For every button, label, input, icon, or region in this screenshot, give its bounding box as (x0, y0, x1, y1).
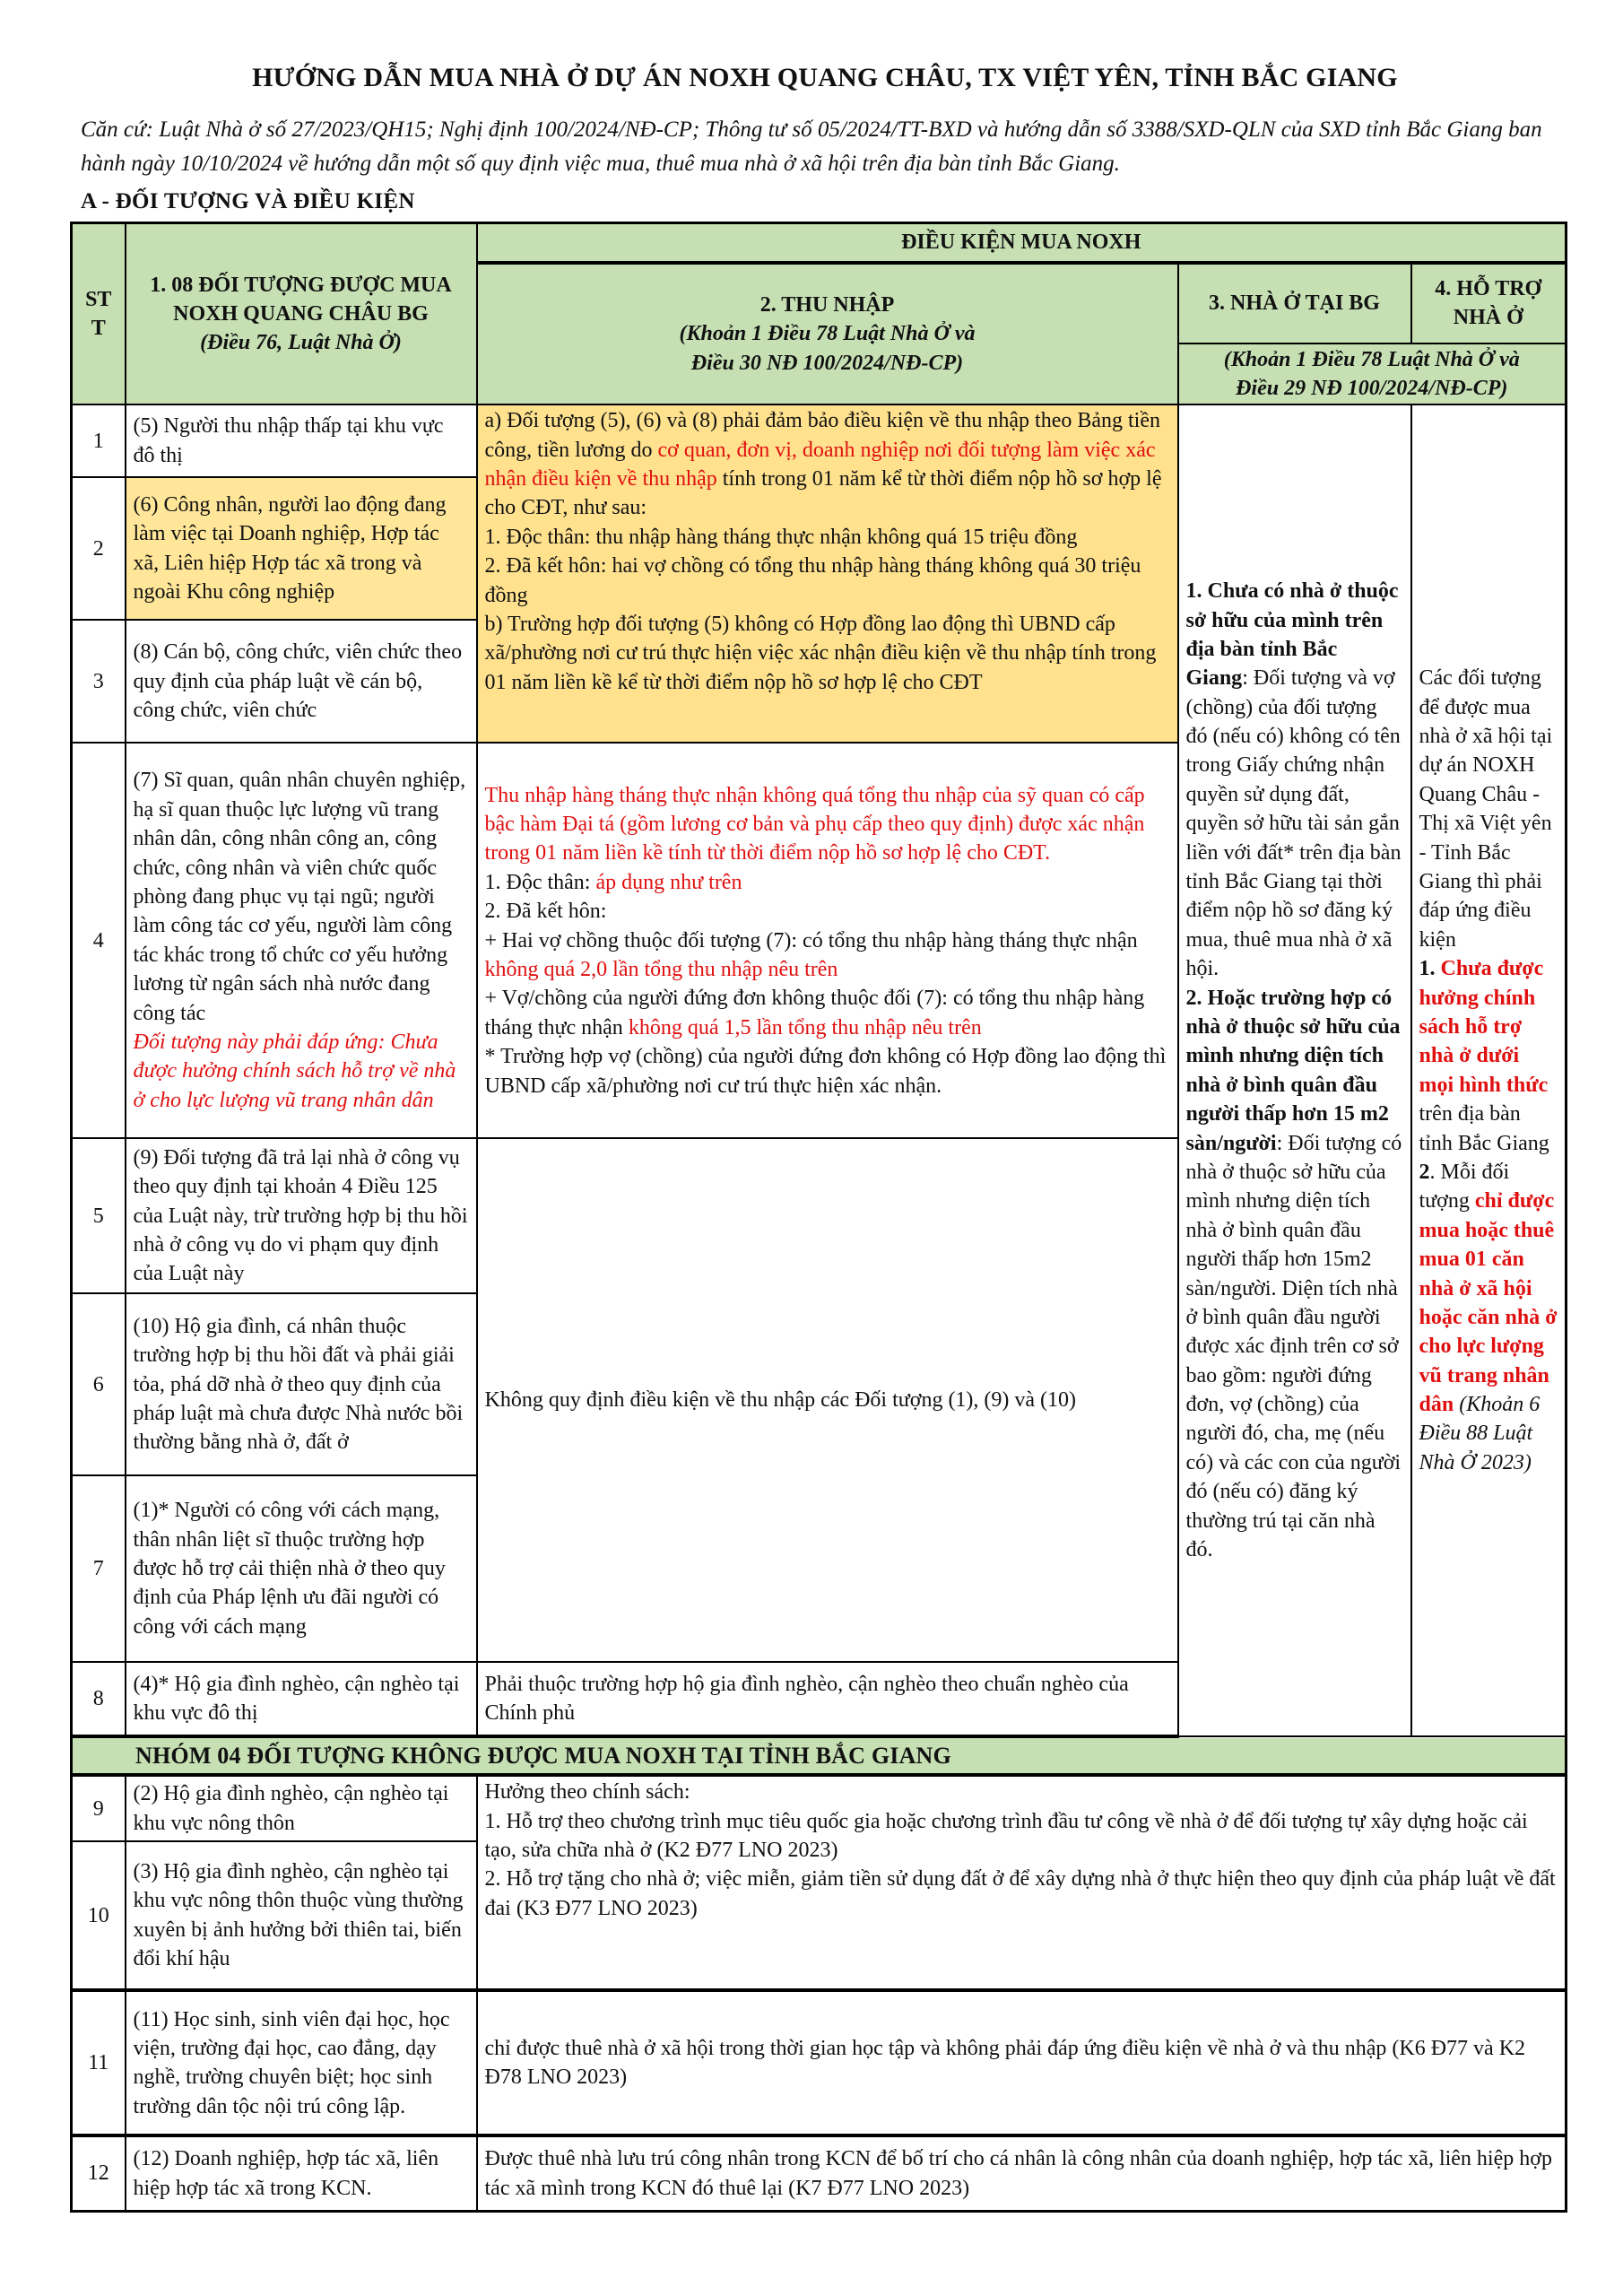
object-cell-highlighted: (6) Công nhân, người lao động đang làm việc tại Doanh nghiệp, Hợp tác xã, Liên hiệp Hợp tác xã trong và ngoài Khu công nghiệp (126, 477, 477, 620)
policy-cell-11: chỉ được thuê nhà ở xã hội trong thời gian học tập và không phải đáp ứng điều kiện về nhà ở và thu nhập (K6 Đ77 và K2 Đ78 LNO 2023) (477, 1990, 1567, 2135)
stt-cell: 4 (72, 743, 126, 1138)
object-cell: (9) Đối tượng đã trả lại nhà ở công vụ theo quy định tại khoản 4 Điều 125 của Luật này, trừ trường hợp bị thu hồi nhà ở công vụ do vi phạm quy định của Luật này (126, 1138, 477, 1293)
income-7-note: * Trường hợp vợ (chồng) của người đứng đơn không có Hợp đồng lao động thì UBND cấp xã/phường nơi cư trú thực hiện xác nhận. (484, 1045, 1167, 1098)
header-housing-support-cite (1178, 344, 1567, 405)
income-cell-5-6-8 (477, 404, 1178, 743)
table-row-12 (72, 2135, 1567, 2211)
red-emphasis: cơ quan, đơn vị, doanh nghiệp nơi đối tượng làm việc xác nhận điều kiện về thu nhập (484, 438, 1156, 491)
policy-cell-9-10 (477, 1775, 1567, 1990)
stt-cell: 12 (72, 2135, 126, 2211)
red-emphasis: chỉ được mua hoặc thuê mua 01 căn nhà ở xã hội hoặc căn nhà ở cho lực lượng vũ trang nhân dân (1419, 1189, 1558, 1417)
group-heading: NHÓM 04 ĐỐI TƯỢNG KHÔNG ĐƯỢC MUA NOXH TẠI TỈNH BẮC GIANG (72, 1736, 1567, 1775)
object-cell: (2) Hộ gia đình nghèo, cận nghèo tại khu vực nông thôn (126, 1775, 477, 1841)
income-568-point-a: a) Đối tượng (5), (6) và (8) phải đảm bảo điều kiện về thu nhập theo Bảng tiền công, tiền lương do cơ quan, đơn vị, doanh nghiệp nơi đối tượng làm việc xác nhận điều kiện về thu nhập tính trong 01 năm kể từ thời điểm nộp hồ sơ hợp lệ cho CĐT, như sau: (484, 409, 1162, 520)
object-7-note: Đối tượng này phải đáp ứng: Chưa được hưởng chính sách hỗ trợ về nhà ở cho lực lượng vũ trang nhân dân (133, 1030, 456, 1112)
header-conditions: ĐIỀU KIỆN MUA NOXH (477, 223, 1567, 263)
income-cell-4: Phải thuộc trường hợp hộ gia đình nghèo, cận nghèo theo chuẩn nghèo của Chính phủ (477, 1662, 1178, 1736)
income-7-sub1: + Hai vợ chồng thuộc đối tượng (7): có tổng thu nhập hàng tháng thực nhận không quá 2,0 lần tổng thu nhập nêu trên (484, 928, 1138, 981)
object-cell: (5) Người thu nhập thấp tại khu vực đô thị (126, 404, 477, 477)
table-header (72, 223, 1567, 405)
object-7-text: (7) Sĩ quan, quân nhân chuyên nghiệp, hạ sĩ quan thuộc lực lượng vũ trang nhân dân, công nhân công an, công chức, công nhân và viên chức quốc phòng đang phục vụ tại ngũ; người làm công tác cơ yếu, người làm công tác khác trong tổ chức cơ yếu hưởng lương từ ngân sách nhà nước đang công tác (133, 769, 466, 1025)
section-a-heading: A - ĐỐI TƯỢNG VÀ ĐIỀU KIỆN (81, 189, 415, 213)
housing-condition-1: 1. Chưa có nhà ở thuộc sở hữu của mình trên địa bàn tỉnh Bắc Giang: Đối tượng và vợ (chồng) của đối tượng đó (nếu có) không có tên trong Giấy chứng nhận quyền sử dụng đất, quyền sở hữu tài sản gắn liền với đất* trên địa bàn tỉnh Bắc Giang tại thời điểm nộp hồ sơ đăng ký mua, thuê mua nhà ở xã hội. (1185, 579, 1402, 981)
stt-cell: 6 (72, 1293, 126, 1475)
stt-cell: 3 (72, 620, 126, 743)
support-condition-2: 2. Mỗi đối tượng chỉ được mua hoặc thuê mua 01 căn nhà ở xã hội hoặc căn nhà ở cho lực lượng vũ trang nhân dân (Khoản 6 Điều 88 Luật Nhà Ở 2023) (1419, 1160, 1558, 1474)
header-objects-cite: (Điều 76, Luật Nhà Ở) (200, 331, 402, 355)
red-emphasis: áp dụng như trên (595, 870, 742, 894)
header-income-cite-line1: (Khoản 1 Điều 78 Luật Nhà Ở và (679, 322, 976, 346)
policy-cell-12: Được thuê nhà lưu trú công nhân trong KCN để bố trí cho cá nhân là công nhân của doanh nghiệp, hợp tác xã, liên hiệp hợp tác xã mình trong KCN đó thuê lại (K7 Đ77 LNO 2023) (477, 2135, 1567, 2211)
object-cell (126, 743, 477, 1138)
income-568-item1: 1. Độc thân: thu nhập hàng tháng thực nhận không quá 15 triệu đồng (484, 525, 1078, 549)
header-housing: 3. NHÀ Ở TẠI BG (1178, 263, 1411, 344)
object-cell: (11) Học sinh, sinh viên đại học, học viện, trường đại học, cao đẳng, dạy nghề, trường chuyên biệt; học sinh trường dân tộc nội trú công lập. (126, 1990, 477, 2135)
table-row-1 (72, 404, 1567, 477)
stt-cell: 5 (72, 1138, 126, 1293)
object-cell: (4)* Hộ gia đình nghèo, cận nghèo tại khu vực đô thị (126, 1662, 477, 1736)
table-body (72, 404, 1567, 2211)
income-7-lead: Thu nhập hàng tháng thực nhận không quá tổng thu nhập của sỹ quan có cấp bậc hàm Đại tá (gồm lương cơ bản và phụ cấp theo quy định) được xác nhận trong 01 năm liền kề tính từ thời điểm nộp hồ sơ hợp lệ cho CĐT. (484, 783, 1145, 865)
header-objects (126, 223, 477, 405)
object-cell: (3) Hộ gia đình nghèo, cận nghèo tại khu vực nông thôn thuộc vùng thường xuyên bị ảnh hưởng bởi thiên tai, biến đổi khí hậu (126, 1841, 477, 1990)
income-7-sub2: + Vợ/chồng của người đứng đơn không thuộc đối (7): có tổng thu nhập hàng tháng thực nhận không quá 1,5 lần tổng thu nhập nêu trên (484, 987, 1145, 1039)
stt-cell: 8 (72, 1662, 126, 1736)
income-568-point-b: b) Trường hợp đối tượng (5) không có Hợp đồng lao động thì UBND cấp xã/phường nơi cư trú thực hiện việc xác nhận điều kiện về thu nhập tính trong 01 năm liền kề kể từ thời điểm nộp hồ sơ hợp lệ cho CĐT (484, 613, 1157, 694)
header-stt: STT (72, 223, 126, 405)
header-support: 4. HỖ TRỢ NHÀ Ở (1411, 263, 1567, 344)
red-emphasis: không quá 1,5 lần tổng thu nhập nêu trên (628, 1015, 982, 1039)
income-568-item2: 2. Đã kết hôn: hai vợ chồng có tổng thu nhập hàng tháng không quá 30 triệu đồng (484, 554, 1141, 607)
object-cell: (1)* Người có công với cách mạng, thân nhân liệt sĩ thuộc trường hợp được hỗ trợ cải thiện nhà ở theo quy định của Pháp lệnh ưu đãi người có công với cách mạng (126, 1475, 477, 1662)
income-cell-7 (477, 743, 1178, 1138)
legal-basis-note: Căn cứ: Luật Nhà ở số 27/2023/QH15; Nghị định 100/2024/NĐ-CP; Thông tư số 05/2024/TT-BXD và hướng dẫn số 3388/SXD-QLN của SXD tỉnh Bắc Giang ban hành ngày 10/10/2024 về hướng dẫn một số quy định việc mua, thuê mua nhà ở xã hội trên địa bàn tỉnh Bắc Giang. (81, 117, 1542, 176)
table-row-11 (72, 1990, 1567, 2135)
stt-cell: 2 (72, 477, 126, 620)
header-income-title: 2. THU NHẬP (759, 292, 895, 317)
stt-cell: 11 (72, 1990, 126, 2135)
citation: (Khoản 6 Điều 88 Luật Nhà Ở 2023) (1419, 1393, 1541, 1474)
income-7-item2: 2. Đã kết hôn: (484, 900, 607, 924)
header-income (477, 263, 1178, 405)
hs-cite-line1: (Khoản 1 Điều 78 Luật Nhà Ở và (1223, 347, 1520, 371)
group-heading-row (72, 1736, 1567, 1775)
red-emphasis: Chưa được hưởng chính sách hỗ trợ nhà ở dưới mọi hình thức (1419, 957, 1549, 1097)
table-row-9 (72, 1775, 1567, 1841)
stt-cell: 10 (72, 1841, 126, 1990)
document-title: HƯỚNG DẪN MUA NHÀ Ở DỰ ÁN NOXH QUANG CHÂU, TX VIỆT YÊN, TỈNH BẮC GIANG (252, 63, 1398, 92)
support-condition-cell (1411, 404, 1567, 1736)
stt-cell: 9 (72, 1775, 126, 1841)
policy-910-item2: 2. Hỗ trợ tặng cho nhà ở; việc miễn, giảm tiền sử dụng đất ở để xây dựng nhà ở thực hiện theo quy định của pháp luật về đất đai (K3 Đ77 LNO 2023) (484, 1867, 1556, 1920)
bold-lead: 2. Hoặc trường hợp có nhà ở thuộc sở hữu của mình nhưng diện tích nhà ở bình quân đầu người thấp hơn 15 m2 sàn/người (1185, 986, 1401, 1155)
stt-cell: 1 (72, 404, 126, 477)
bold-lead: 1. Chưa có nhà ở thuộc sở hữu của mình trên địa bàn tỉnh Bắc Giang (1185, 579, 1399, 691)
stt-cell: 7 (72, 1475, 126, 1662)
red-emphasis: không quá 2,0 lần tổng thu nhập nêu trên (484, 957, 838, 981)
object-cell: (10) Hộ gia đình, cá nhân thuộc trường hợp bị thu hồi đất và phải giải tỏa, phá dỡ nhà ở theo quy định của pháp luật mà chưa được Nhà nước bồi thường bằng nhà ở, đất ở (126, 1293, 477, 1475)
hs-cite-line2: Điều 29 NĐ 100/2024/NĐ-CP) (1236, 376, 1508, 400)
object-cell: (8) Cán bộ, công chức, viên chức theo quy định của pháp luật về cán bộ, công chức, viên chức (126, 620, 477, 743)
income-7-item1: 1. Độc thân: áp dụng như trên (484, 870, 742, 894)
support-condition-1: 1. Chưa được hưởng chính sách hỗ trợ nhà ở dưới mọi hình thức trên địa bàn tỉnh Bắc Giang (1419, 957, 1549, 1155)
policy-910-lead: Hưởng theo chính sách: (484, 1780, 690, 1805)
header-income-cite-line2: Điều 30 NĐ 100/2024/NĐ-CP) (690, 351, 964, 375)
policy-910-item1: 1. Hỗ trợ theo chương trình mục tiêu quốc gia hoặc chương trình đầu tư công về nhà ở để đối tượng tự xây dựng hoặc cải tạo, sửa chữa nhà ở (K2 Đ77 LNO 2023) (484, 1809, 1528, 1863)
housing-condition-cell (1178, 404, 1411, 1736)
object-cell: (12) Doanh nghiệp, hợp tác xã, liên hiệp hợp tác xã trong KCN. (126, 2135, 477, 2211)
housing-condition-2: 2. Hoặc trường hợp có nhà ở thuộc sở hữu của mình nhưng diện tích nhà ở bình quân đầu người thấp hơn 15 m2 sàn/người: Đối tượng có nhà ở thuộc sở hữu của mình nhưng diện tích nhà ở bình quân đầu người thấp hơn 15m2 sàn/người. Diện tích nhà ở bình quân đầu người được xác định trên cơ sở bao gồm: người đứng đơn, vợ (chồng) của người đó, cha, mẹ (nếu có) và các con của người đó (nếu có) đăng ký thường trú tại căn nhà đó. (1185, 986, 1402, 1562)
income-cell-1-9-10: Không quy định điều kiện về thu nhập các Đối tượng (1), (9) và (10) (477, 1138, 1178, 1662)
support-lead: Các đối tượng để được mua nhà ở xã hội tại dự án NOXH Quang Châu - Thị xã Việt yên - Tỉnh Bắc Giang thì phải đáp ứng điều kiện (1419, 666, 1553, 952)
eligibility-table (70, 222, 1567, 2213)
header-objects-title: 1. 08 ĐỐI TƯỢNG ĐƯỢC MUA NOXH QUANG CHÂU BG (150, 273, 452, 326)
